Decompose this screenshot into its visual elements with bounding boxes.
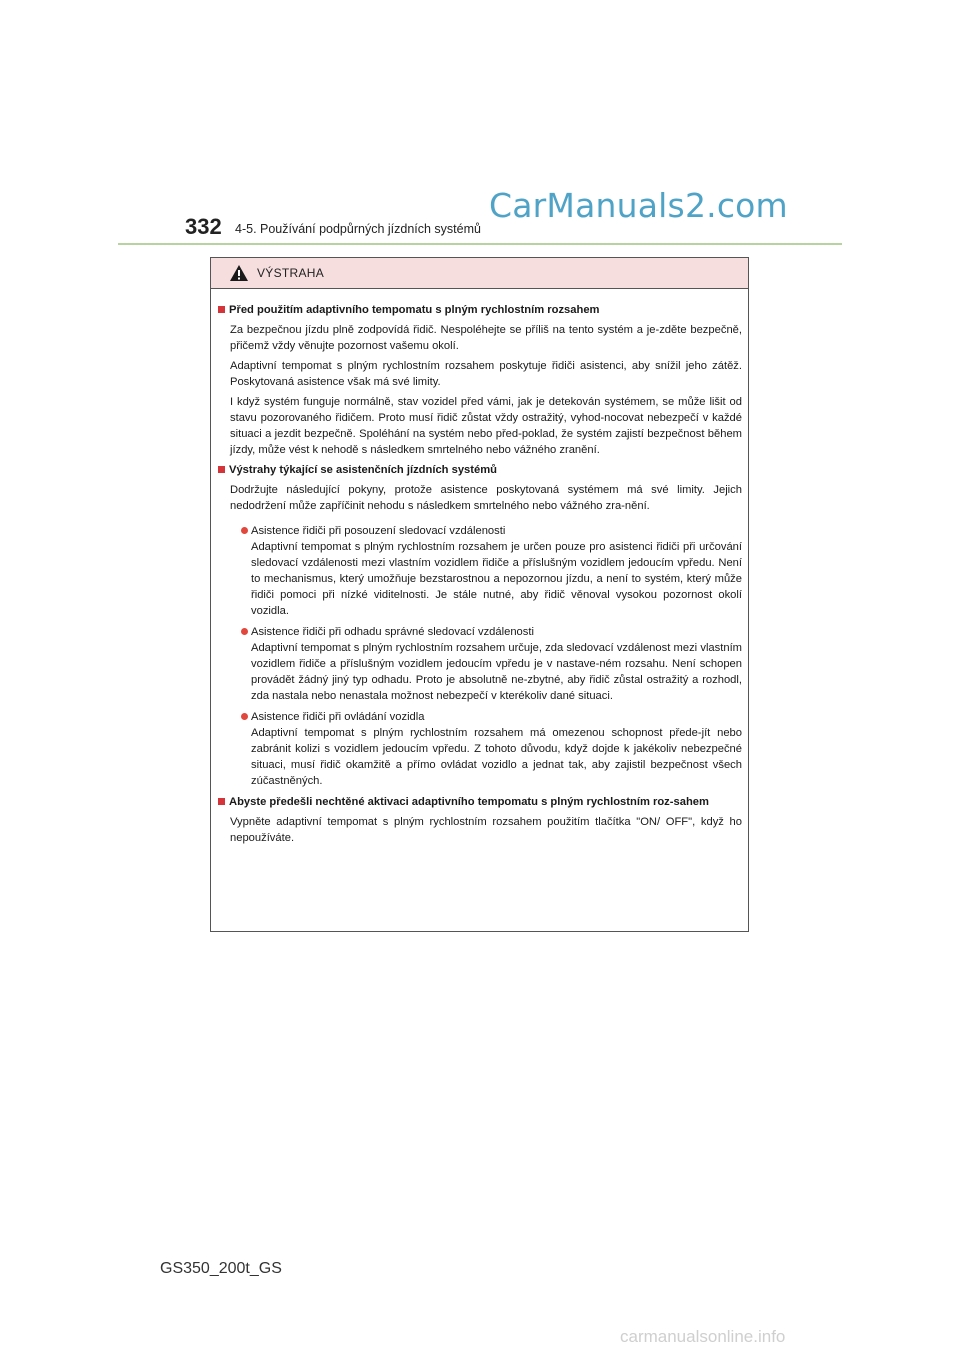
list-item — [241, 523, 742, 619]
round-bullet-icon — [241, 628, 248, 635]
list-item-title: Asistence řidiči při odhadu správné sledovací vzdálenosti — [251, 626, 534, 638]
section-heading-text: Před použitím adaptivního tempomatu s plným rychlostním rozsahem — [229, 304, 600, 316]
list-item — [241, 624, 742, 704]
section-heading — [218, 794, 742, 810]
list-item-title: Asistence řidiči při posouzení sledovací vzdálenosti — [251, 525, 506, 537]
section-heading-text: Výstrahy týkající se asistenčních jízdních systémů — [229, 464, 497, 476]
square-bullet-icon — [218, 306, 225, 313]
header-rule — [118, 243, 842, 245]
warning-box — [210, 257, 749, 932]
section-title: 4-5. Používání podpůrných jízdních systémů — [235, 222, 481, 236]
list-item — [241, 709, 742, 789]
warning-title: VÝSTRAHA — [257, 266, 325, 280]
round-bullet-icon — [241, 527, 248, 534]
warning-triangle-icon — [229, 264, 249, 282]
list-item-text: Adaptivní tempomat s plným rychlostním rozsahem má omezenou schopnost přede-jít nebo zabránit kolizi s vozidlem jedoucím vpředu. Z tohoto důvodu, když dojde k jakékoliv nebezpečné situaci, musí řidič okamžitě a přímo ovládat vozidlo a jednat tak, aby zajistil bezpečnost všech zúčastněných. — [251, 727, 742, 787]
paragraph: I když systém funguje normálně, stav vozidel před vámi, jak je detekován systémem, se může lišit od stavu pozorovaného řidičem. Proto musí řidič zůstat vždy ostražitý, vyhod-nocovat nebezpečí v každé situaci a jezdit bezpečně. Spoléhání na systém nebo před-poklad, že systém zajistí bezpečnost během jízdy, může vést k nehodě s následkem smrtelného nebo vážného zranění. — [230, 396, 742, 456]
footer-model: GS350_200t_GS — [160, 1260, 282, 1277]
section-heading-text: Abyste předešli nechtěné aktivaci adaptivního tempomatu s plným rychlostním roz-sahem — [229, 796, 709, 808]
list-item-text: Adaptivní tempomat s plným rychlostním rozsahem je určen pouze pro asistenci řidiči při určování sledovací vzdálenosti mezi vlastním vozidlem řidiče a příslušným vozidlem jedoucím vpředu. Není to mechanismus, který umožňuje bezstarostnou a nepozornou jízdu, a není to systém, který může řidiči pomoci při nízké viditelnosti. Je stále nutné, aby řidič věnoval vysokou pozornost okolí vozidla. — [251, 541, 742, 617]
warning-header — [211, 258, 748, 289]
page-number: 332 — [185, 214, 222, 239]
square-bullet-icon — [218, 798, 225, 805]
section-heading — [218, 462, 742, 478]
square-bullet-icon — [218, 466, 225, 473]
paragraph: Dodržujte následující pokyny, protože asistence poskytovaná systémem má své limity. Jejich nedodržení může zapříčinit nehodu s následkem smrtelného nebo vážného zra-nění. — [230, 484, 742, 512]
paragraph: Za bezpečnou jízdu plně zodpovídá řidič. Nespoléhejte se příliš na tento systém a je-zděte bezpečně, přičemž vždy věnujte pozornost vašemu okolí. — [230, 324, 742, 352]
list-item-title: Asistence řidiči při ovládání vozidla — [251, 711, 425, 723]
list-item-text: Adaptivní tempomat s plným rychlostním rozsahem určuje, zda sledovací vzdálenost mezi vlastním vozidlem řidiče a příslušným vozidlem jedoucím vpředu je v nastave-ném rozsahu. Není schopen provádět žádný jiný typ odhadu. Proto je absolutně ne-zbytné, aby řidič zůstal ostražitý a rozhodl, zda nastala nebo nenastala možnost nebezpečí v kterékoliv dané situaci. — [251, 642, 742, 702]
warning-body — [211, 289, 748, 846]
paragraph: Vypněte adaptivní tempomat s plným rychlostním rozsahem použitím tlačítka "ON/ OFF", když ho nepoužíváte. — [230, 816, 742, 844]
round-bullet-icon — [241, 713, 248, 720]
watermark-top: CarManuals2.com — [489, 186, 788, 225]
watermark-bottom: carmanualsonline.info — [620, 1327, 786, 1346]
paragraph: Adaptivní tempomat s plným rychlostním rozsahem poskytuje řidiči asistenci, aby snížil jeho zátěž. Poskytovaná asistence však má své limity. — [230, 360, 742, 388]
section-heading — [218, 302, 742, 318]
